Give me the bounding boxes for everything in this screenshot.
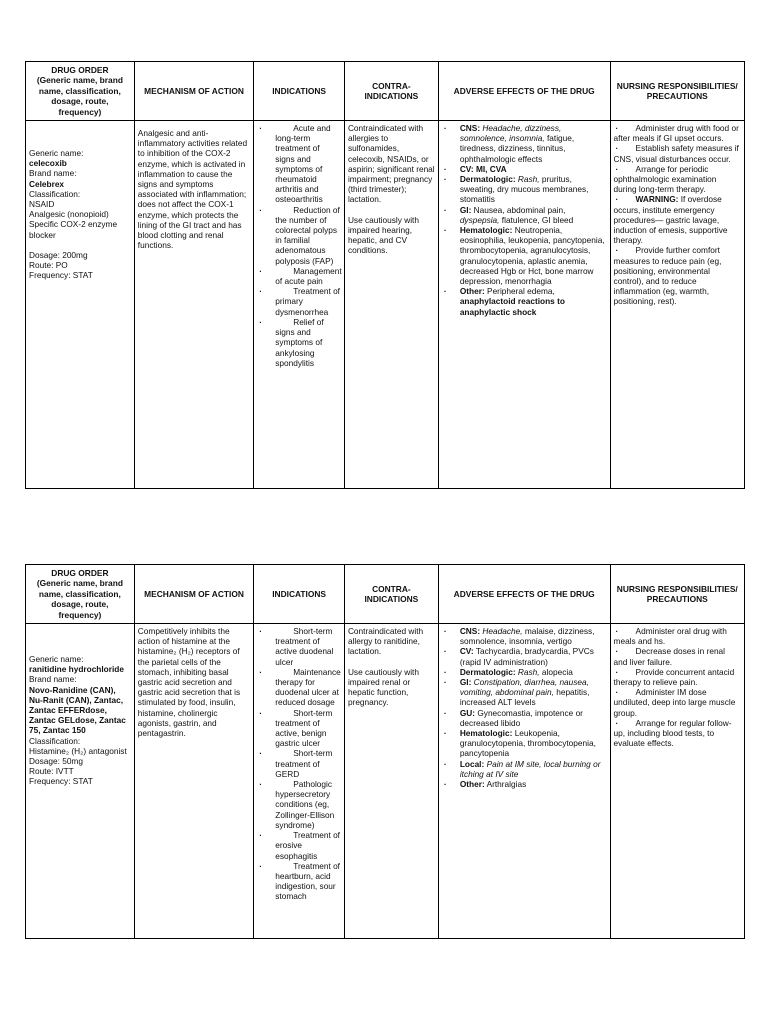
indication-item: · Maintenance therapy for duodenal ulcer at reduced dosage [257, 667, 341, 708]
mechanism-cell [134, 121, 253, 489]
adverse-effects-cell [438, 121, 610, 489]
adverse-gu: · GU: Gynecomastia, impotence or decreased libido [442, 708, 607, 728]
drug-row [26, 121, 745, 489]
brand-label: Brand name: [29, 168, 77, 179]
generic-label: Generic name: [29, 148, 84, 159]
classification-value: Specific COX-2 enzyme blocker [29, 219, 118, 240]
classification-value: Analgesic (nonopioid) [29, 209, 109, 220]
frequency: Frequency: STAT [29, 776, 93, 787]
header-adverse-effects: ADVERSE EFFECTS OF THE DRUG [438, 565, 610, 624]
nursing-item: · Provide concurrent antacid therapy to relieve pain. [614, 667, 741, 687]
nursing-cell [610, 121, 744, 489]
nursing-item: · Establish safety measures if CNS, visual disturbances occur. [614, 143, 741, 163]
classification-label: Classification: [29, 188, 81, 199]
brand-label: Brand name: [29, 674, 77, 685]
nursing-warning: · WARNING: If overdose occurs, institute emergency procedures— gastric lavage, induction of emesis, supportive therapy. [614, 194, 741, 245]
header-indications: INDICATIONS [254, 565, 345, 624]
indication-item: · Pathologic hypersecretory conditions (eg, Zollinger-Ellison syndrome) [257, 779, 341, 830]
adverse-hematologic: · Hematologic: Leukopenia, granulocytopenia, thrombocytopenia, pancytopenia [442, 728, 607, 759]
header-row [26, 62, 745, 121]
nursing-item: · Provide further comfort measures to reduce pain (eg, positioning, environmental control), and to reduce inflammation (eg, warmth, positioning, rest). [614, 245, 741, 306]
header-drug-order: DRUG ORDER (Generic name, brand name, classification, dosage, route, frequency) [26, 565, 135, 624]
adverse-hematologic: · Hematologic: Neutropenia, eosinophilia, leukopenia, pancytopenia, thrombocytopenia, agranulocytosis, granulocytopenia, aplastic anemia, decreased Hgb or Hct, bone marrow depression, menorrhagia [442, 225, 607, 286]
header-contraindications: CONTRA-INDICATIONS [344, 62, 438, 121]
drug-card-celecoxib [25, 61, 745, 489]
adverse-dermatologic: · Dermatologic: Rash, alopecia [442, 667, 607, 677]
frequency: Frequency: STAT [29, 270, 93, 281]
dosage: Dosage: 50mg [29, 756, 83, 767]
adverse-cv: · CV: MI, CVA [442, 164, 607, 174]
header-nursing: NURSING RESPONSIBILITIES/ PRECAUTIONS [610, 62, 744, 121]
brand-name: Celebrex [29, 178, 65, 189]
indication-item: · Treatment of erosive esophagitis [257, 830, 341, 861]
mechanism-cell [134, 624, 253, 939]
indication-item: · Short-term treatment of active, benign gastric ulcer [257, 708, 341, 749]
adverse-gi: · GI: Constipation, diarrhea, nausea, vomiting, abdominal pain, hepatitis, increased ALT levels [442, 677, 607, 708]
caution-text: Use cautiously with impaired renal or hepatic function, pregnancy. [347, 666, 419, 708]
drug-card-ranitidine [25, 564, 745, 939]
nursing-item: · Administer IM dose undiluted, deep into large muscle group. [614, 687, 741, 718]
adverse-cv: · CV: Tachycardia, bradycardia, PVCs (rapid IV administration) [442, 646, 607, 666]
indication-item: · Treatment of heartburn, acid indigestion, sour stomach [257, 861, 341, 902]
brand-name: Novo-Ranidine (CAN), Nu-Ranit (CAN), Zantac, Zantac EFFERdose, Zantac GELdose, Zantac 75, Zantac 150 [29, 684, 126, 736]
drug-row [26, 624, 745, 939]
drug-order-cell [26, 624, 135, 939]
header-indications: INDICATIONS [254, 62, 345, 121]
indication-item: · Reduction of the number of colorectal polyps in familial adenomatous polyposis (FAP) [257, 205, 341, 266]
header-contraindications: CONTRA-INDICATIONS [344, 565, 438, 624]
indication-item: · Short-term treatment of active duodenal ulcer [257, 626, 341, 667]
nursing-item: · Arrange for regular follow-up, including blood tests, to evaluate effects. [614, 718, 741, 749]
header-drug-order: DRUG ORDER (Generic name, brand name, classification, dosage, route, frequency) [26, 62, 135, 121]
adverse-cns: · CNS: Headache, malaise, dizziness, somnolence, insomnia, vertigo [442, 626, 607, 646]
indications-cell [254, 624, 345, 939]
drug-order-cell [26, 121, 135, 489]
dosage: Dosage: 200mg [29, 249, 88, 260]
adverse-gi: · GI: Nausea, abdominal pain, dyspepsia, flatulence, GI bleed [442, 205, 607, 225]
indication-item: · Management of acute pain [257, 266, 341, 286]
header-mechanism: MECHANISM OF ACTION [134, 62, 253, 121]
contraindication-text: Contraindicated with allergy to ranitidine, lactation. [347, 626, 424, 657]
caution-text: Use cautiously with impaired hearing, hepatic, and CV conditions. [347, 214, 419, 256]
nursing-item: · Administer drug with food or after meals if GI upset occurs. [614, 123, 741, 143]
nursing-item: · Arrange for periodic ophthalmologic examination during long-term therapy. [614, 164, 741, 195]
mechanism-text: Analgesic and anti-inflammatory activities related to inhibition of the COX-2 enzyme, which is activated in inflammation to cause the signs and symptoms associated with inflammation; does not affect the COX-1 enzyme, which protects the lining of the GI tract and has blood clotting and renal functions. [137, 128, 248, 251]
indications-cell [254, 121, 345, 489]
classification-value: Histamine₂ (H₂) antagonist [29, 745, 127, 756]
route: Route: PO [29, 260, 68, 271]
header-row [26, 565, 745, 624]
generic-name: ranitidine hydrochloride [29, 664, 124, 675]
nursing-item: · Decrease doses in renal and liver failure. [614, 646, 741, 666]
adverse-local: · Local: Pain at IM site, local burning or itching at IV site [442, 759, 607, 779]
nursing-cell [610, 624, 744, 939]
contraindications-cell [344, 121, 438, 489]
adverse-other: · Other: Peripheral edema, anaphylactoid reactions to anaphylactic shock [442, 286, 607, 317]
adverse-effects-cell [438, 624, 610, 939]
classification-value: NSAID [29, 199, 55, 210]
header-mechanism: MECHANISM OF ACTION [134, 565, 253, 624]
indication-item: · Treatment of primary dysmenorrhea [257, 286, 341, 317]
header-adverse-effects: ADVERSE EFFECTS OF THE DRUG [438, 62, 610, 121]
route: Route: IVTT [29, 766, 74, 777]
adverse-dermatologic: · Dermatologic: Rash, pruritus, sweating, dry mucous membranes, stomatitis [442, 174, 607, 205]
adverse-other: · Other: Arthralgias [442, 779, 607, 789]
indication-item: · Acute and long-term treatment of signs and symptoms of rheumatoid arthritis and osteoarthritis [257, 123, 341, 205]
indication-item: · Short-term treatment of GERD [257, 748, 341, 779]
generic-name: celecoxib [29, 158, 67, 169]
generic-label: Generic name: [29, 654, 84, 665]
nursing-item: · Administer oral drug with meals and hs. [614, 626, 741, 646]
contraindications-cell [344, 624, 438, 939]
adverse-cns: · CNS: Headache, dizziness, somnolence, insomnia, fatigue, tiredness, dizziness, tinnitus, ophthalmologic effects [442, 123, 607, 164]
classification-label: Classification: [29, 735, 81, 746]
header-nursing: NURSING RESPONSIBILITIES/ PRECAUTIONS [610, 565, 744, 624]
indication-item: · Relief of signs and symptoms of ankylosing spondylitis [257, 317, 341, 368]
mechanism-text: Competitively inhibits the action of histamine at the histamine₂ (H₂) receptors of the parietal cells of the stomach, inhibiting basal gastric acid secretion and gastric acid secretion that is stimulated by food, insulin, histamine, cholinergic agonists, gastrin, and pentagastrin. [137, 626, 241, 739]
contraindication-text: Contraindicated with allergies to sulfonamides, celecoxib, NSAIDs, or aspirin; significant renal impairment; pregnancy (third trimester); lactation. [347, 123, 435, 205]
